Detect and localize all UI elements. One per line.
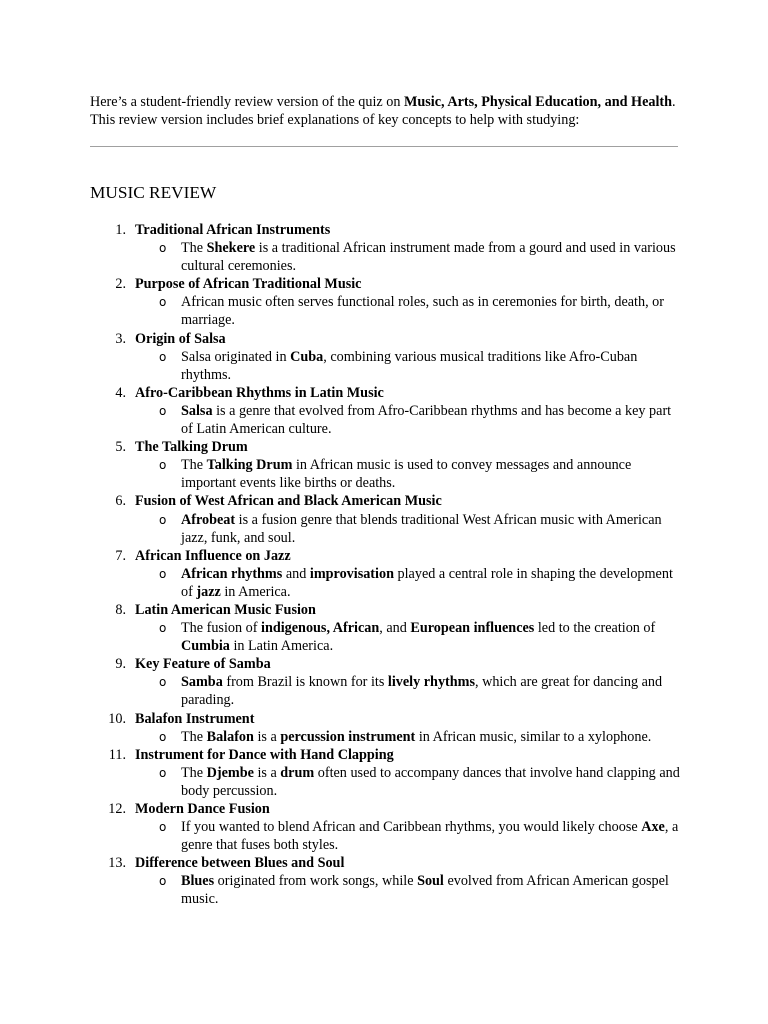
item-explanation (0, 293, 768, 329)
item-number: 8. (115, 601, 126, 618)
explanation-keyword: Balafon (206, 728, 254, 745)
sub-bullet-icon: o (159, 403, 167, 418)
explanation-keyword: African rhythms (181, 565, 283, 582)
explanation-text: The (181, 764, 207, 781)
sub-bullet-icon: o (159, 874, 167, 889)
item-title: Key Feature of Samba (135, 656, 271, 673)
sub-bullet-icon: o (159, 458, 167, 473)
item-number: 12. (108, 801, 126, 817)
explanation-text: The (181, 457, 207, 474)
item-number: 7. (115, 547, 126, 564)
review-item (0, 438, 768, 492)
item-number: 10. (108, 710, 126, 727)
review-item (0, 275, 768, 329)
explanation-text: If you wanted to blend African and Caribbean rhythms, you would likely choose (181, 819, 642, 836)
item-title: The Talking Drum (135, 439, 248, 456)
explanation-text: from Brazil is known for its (222, 674, 388, 691)
sub-bullet-icon: o (159, 566, 167, 581)
review-item (0, 655, 768, 709)
explanation-text: is a (253, 764, 281, 781)
explanation-keyword: Axe (641, 819, 665, 836)
sub-bullet-icon: o (159, 765, 167, 780)
explanation-text: evolved from African American gospel music. (181, 873, 669, 908)
item-title: Fusion of West African and Black American Music (135, 493, 442, 510)
sub-bullet-icon: o (159, 621, 167, 636)
item-title: Origin of Salsa (135, 330, 226, 347)
explanation-keyword: Samba (181, 674, 223, 691)
sub-bullet-icon: o (159, 512, 167, 527)
explanation-keyword: percussion instrument (280, 728, 416, 745)
explanation-text: is a genre that evolved from Afro-Caribbean rhythms and has become a key part of Latin American culture. (181, 402, 672, 438)
item-explanation (0, 619, 768, 655)
explanation-text: is a (253, 728, 281, 745)
section-heading: MUSIC REVIEW (90, 183, 217, 202)
item-explanation (0, 565, 768, 601)
explanation-text: The (181, 240, 207, 257)
explanation-text: in African music is used to convey messages and announce important events like births or deaths. (181, 457, 632, 492)
horizontal-divider (90, 146, 678, 147)
explanation-keyword: Talking Drum (206, 457, 293, 474)
explanation-keyword: Shekere (206, 240, 256, 257)
item-title: Latin American Music Fusion (135, 601, 316, 618)
explanation-text: , and (379, 620, 411, 637)
explanation-text: in African music, similar to a xylophone. (415, 728, 652, 745)
item-number: 11. (108, 746, 126, 763)
item-title: Afro-Caribbean Rhythms in Latin Music (135, 384, 384, 401)
explanation-text: Salsa originated in (181, 348, 291, 365)
review-item (0, 492, 768, 546)
sub-bullet-icon: o (159, 241, 167, 256)
item-title: Instrument for Dance with Hand Clapping (135, 746, 394, 763)
explanation-text: is a traditional African instrument made from a gourd and used in various cultural ceremonies. (181, 240, 676, 275)
sub-bullet-icon: o (159, 349, 167, 364)
item-explanation (0, 728, 768, 746)
explanation-text: The (181, 728, 207, 745)
intro-text-start: Here’s a student-friendly review version of the quiz on (90, 94, 404, 110)
review-item (0, 601, 768, 655)
item-number: 3. (115, 330, 126, 347)
item-number: 9. (115, 656, 126, 673)
explanation-keyword: improvisation (309, 565, 394, 582)
item-title: Balafon Instrument (135, 710, 255, 727)
review-item (0, 854, 768, 908)
review-item (0, 710, 768, 746)
item-explanation (0, 511, 768, 547)
item-title: Difference between Blues and Soul (135, 855, 345, 872)
sub-bullet-icon: o (159, 729, 167, 744)
explanation-keyword: Soul (417, 873, 444, 890)
item-number: 13. (108, 855, 126, 872)
explanation-keyword: drum (280, 764, 315, 781)
explanation-text: played a central role in shaping the development of (181, 565, 673, 600)
item-explanation (0, 402, 768, 438)
explanation-keyword: Djembe (206, 764, 254, 781)
item-title: Purpose of African Traditional Music (135, 276, 362, 293)
item-explanation (0, 456, 768, 492)
item-explanation (0, 239, 768, 275)
review-item (0, 800, 768, 854)
sub-bullet-icon: o (159, 820, 167, 835)
intro-subjects: Music, Arts, Physical Education, and Health (404, 94, 673, 110)
item-explanation (0, 673, 768, 709)
intro-paragraph (90, 93, 690, 129)
item-explanation (0, 872, 768, 908)
intro-text-end: . This review version includes brief explanations of key concepts to help with studying: (90, 94, 676, 129)
item-number: 5. (115, 439, 126, 456)
item-title: Modern Dance Fusion (135, 801, 270, 817)
explanation-keyword: Afrobeat (181, 511, 236, 528)
explanation-keyword: Salsa (181, 402, 213, 419)
review-item (0, 384, 768, 438)
explanation-text: African music often serves functional roles, such as in ceremonies for birth, death, or marriage. (181, 294, 665, 329)
review-item (0, 221, 768, 275)
explanation-keyword: indigenous, African (261, 620, 380, 637)
explanation-text: The fusion of (181, 620, 261, 637)
item-explanation (0, 818, 768, 854)
explanation-text: , which are great for dancing and parading. (181, 674, 663, 709)
explanation-text: , combining various musical traditions like Afro-Cuban rhythms. (181, 348, 638, 383)
explanation-keyword: Blues (181, 873, 215, 890)
explanation-text: in Latin America. (229, 638, 334, 655)
item-number: 6. (115, 493, 126, 510)
sub-bullet-icon: o (159, 295, 167, 310)
sub-bullet-icon: o (159, 675, 167, 690)
item-number: 1. (115, 222, 126, 238)
explanation-text: , a genre that fuses both styles. (181, 819, 679, 854)
explanation-text: is a fusion genre that blends traditional West African music with American jazz, funk, and soul. (181, 511, 662, 546)
explanation-keyword: jazz (196, 583, 221, 600)
item-explanation (0, 764, 768, 800)
item-number: 2. (115, 276, 126, 293)
explanation-keyword: European influences (410, 620, 535, 637)
explanation-text: in America. (220, 583, 291, 600)
review-item (0, 330, 768, 384)
explanation-text: led to the creation of (534, 620, 656, 637)
explanation-text: originated from work songs, while (214, 873, 418, 890)
explanation-text: often used to accompany dances that involve hand clapping and body percussion. (181, 764, 680, 799)
item-explanation (0, 348, 768, 384)
review-item (0, 746, 768, 800)
explanation-keyword: lively rhythms (387, 674, 475, 691)
review-list (0, 221, 768, 909)
explanation-keyword: Cumbia (181, 638, 230, 655)
item-number: 4. (115, 384, 126, 401)
explanation-keyword: Cuba (290, 348, 324, 365)
item-title: African Influence on Jazz (135, 547, 291, 564)
review-item (0, 547, 768, 601)
explanation-text: and (282, 565, 310, 582)
item-title: Traditional African Instruments (135, 222, 331, 238)
